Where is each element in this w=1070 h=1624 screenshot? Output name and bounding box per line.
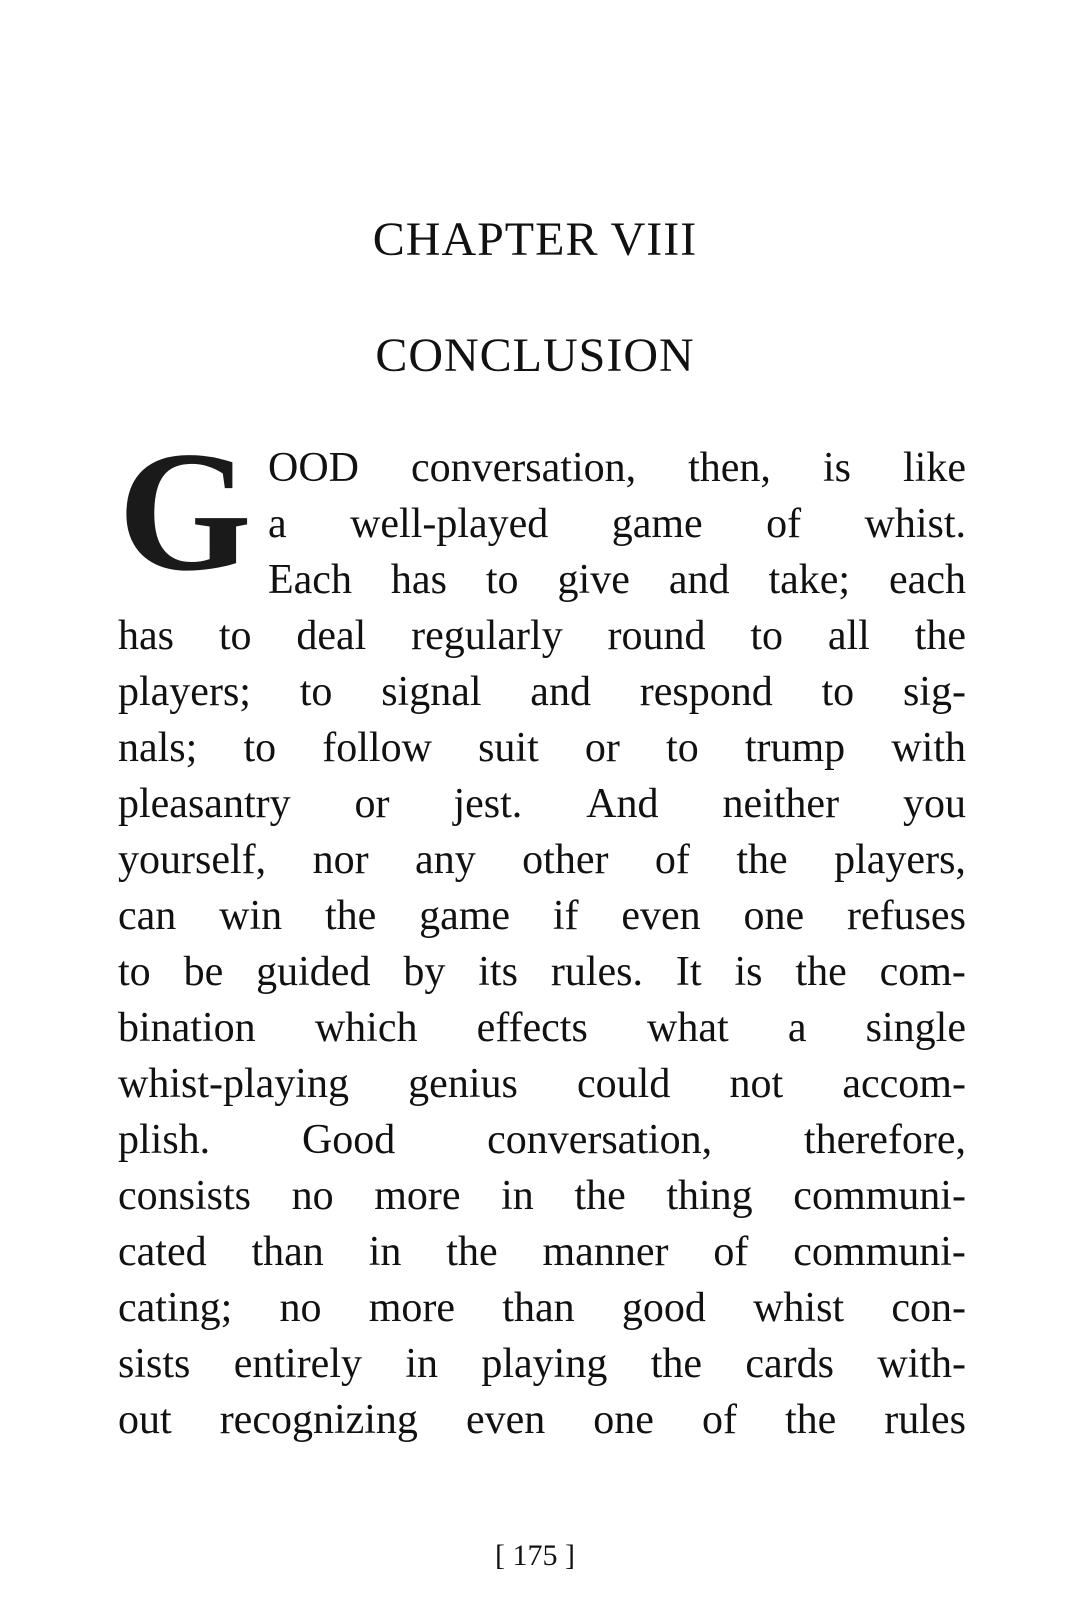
- text-line: to be guided by its rules. It is the com-: [118, 949, 966, 995]
- chapter-number: CHAPTER VIII: [372, 213, 698, 266]
- text-line: nals; to follow suit or to trump with: [118, 725, 966, 771]
- text-line: pleasantry or jest. And neither you: [118, 781, 966, 827]
- text-line: a well-played game of whist.: [268, 501, 966, 547]
- text-line: yourself, nor any other of the players,: [118, 837, 966, 883]
- text-line: bination which effects what a single: [118, 1005, 966, 1051]
- text-line: can win the game if even one refuses: [118, 893, 966, 939]
- text-line: cating; no more than good whist con-: [118, 1285, 966, 1331]
- text-line: players; to signal and respond to sig-: [118, 669, 966, 715]
- text-line: sists entirely in playing the cards with-: [118, 1341, 966, 1387]
- chapter-title: CONCLUSION: [375, 329, 695, 382]
- text-line: whist-playing genius could not accom-: [118, 1061, 966, 1107]
- text-line: has to deal regularly round to all the: [118, 613, 966, 659]
- drop-cap: G: [118, 417, 252, 607]
- page-number: [ 175 ]: [495, 1539, 575, 1572]
- text-line: cated than in the manner of communi-: [118, 1229, 966, 1275]
- text-line: Each has to give and take; each: [268, 557, 966, 603]
- text-line: plish. Good conversation, therefore,: [118, 1117, 966, 1163]
- text-line: consists no more in the thing communi-: [118, 1173, 966, 1219]
- text-line: out recognizing even one of the rules: [118, 1397, 966, 1443]
- text-line: OOD conversation, then, is like: [268, 445, 966, 491]
